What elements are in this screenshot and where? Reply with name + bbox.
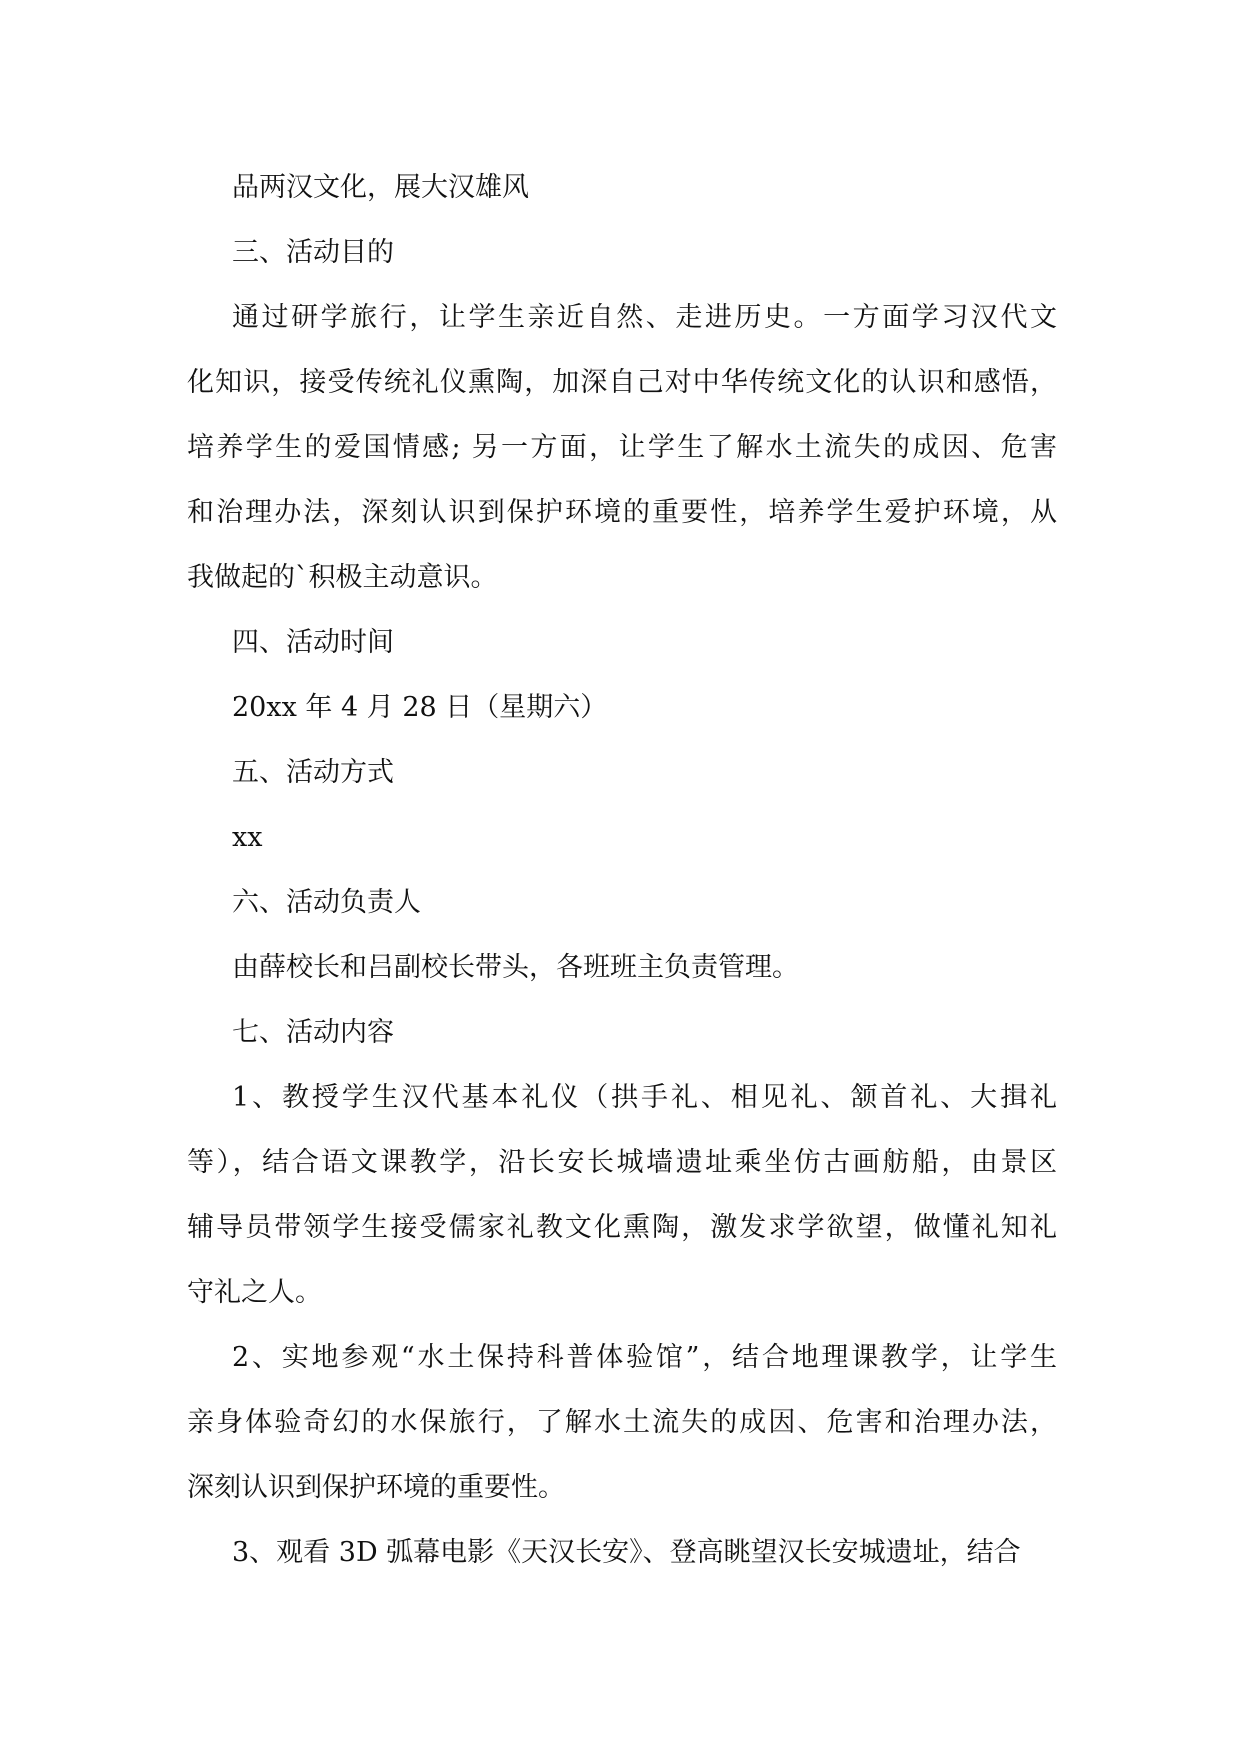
- document-paragraph: [187, 1520, 1057, 1585]
- document-line: 通过研学旅行，让学生亲近自然、走进历史。一方面学习汉代文: [232, 302, 1057, 333]
- document-body: [187, 155, 1057, 1585]
- document-line: 培养学生的爱国情感; 另一方面，让学生了解水土流失的成因、危害: [187, 432, 1057, 463]
- document-line: 六、活动负责人: [232, 887, 421, 918]
- document-line: 三、活动目的: [232, 237, 394, 268]
- document-line: 四、活动时间: [232, 627, 394, 658]
- document-line: 辅导员带领学生接受儒家礼教文化熏陶，激发求学欲望，做懂礼知礼: [187, 1212, 1057, 1243]
- document-paragraph: [187, 935, 1057, 1000]
- document-line: 20xx 年 4 月 28 日（星期六）: [232, 692, 608, 723]
- document-line: 化知识，接受传统礼仪熏陶，加深自己对中华传统文化的认识和感悟，: [187, 367, 1057, 398]
- document-line: 五、活动方式: [232, 757, 394, 788]
- document-paragraph: [187, 285, 1057, 610]
- document-line: 3、观看 3D 弧幕电影《天汉长安》、登高眺望汉长安城遗址，结合: [232, 1537, 1021, 1568]
- document-line: 2、实地参观“水土保持科普体验馆”，结合地理课教学，让学生: [232, 1342, 1057, 1373]
- document-line: 深刻认识到保护环境的重要性。: [187, 1472, 565, 1503]
- document-line: 和治理办法，深刻认识到保护环境的重要性，培养学生爱护环境，从: [187, 497, 1057, 528]
- document-paragraph: [187, 740, 1057, 805]
- document-line: 亲身体验奇幻的水保旅行，了解水土流失的成因、危害和治理办法，: [187, 1407, 1057, 1438]
- document-line: 我做起的`积极主动意识。: [187, 562, 498, 593]
- document-line: 七、活动内容: [232, 1017, 394, 1048]
- document-line: 守礼之人。: [187, 1277, 322, 1308]
- document-paragraph: [187, 220, 1057, 285]
- document-paragraph: [187, 1325, 1057, 1520]
- document-line: 1、教授学生汉代基本礼仪（拱手礼、相见礼、颔首礼、大揖礼: [232, 1082, 1057, 1113]
- document-paragraph: [187, 610, 1057, 675]
- document-line: xx: [232, 822, 263, 853]
- document-paragraph: [187, 155, 1057, 220]
- document-line: 等），结合语文课教学，沿长安长城墙遗址乘坐仿古画舫船，由景区: [187, 1147, 1057, 1178]
- document-paragraph: [187, 1000, 1057, 1065]
- document-line: 由薛校长和吕副校长带头，各班班主负责管理。: [232, 952, 799, 983]
- document-paragraph: [187, 675, 1057, 740]
- document-line: 品两汉文化，展大汉雄风: [232, 172, 529, 203]
- document-paragraph: [187, 870, 1057, 935]
- document-paragraph: [187, 1065, 1057, 1325]
- document-paragraph: [187, 805, 1057, 870]
